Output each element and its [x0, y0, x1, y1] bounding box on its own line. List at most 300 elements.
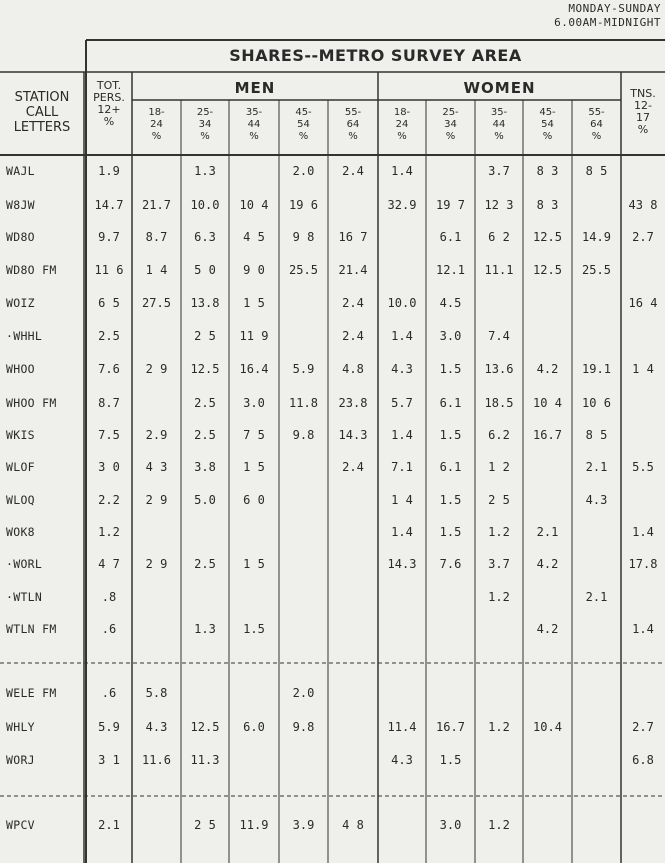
women-share-cell: 3.7 — [488, 164, 510, 178]
men-share-cell: 2 9 — [145, 557, 168, 571]
women-share-cell: 7.4 — [488, 329, 510, 343]
women-share-cell: 10 6 — [582, 396, 611, 410]
station-call-letters: WLOQ — [6, 493, 35, 507]
teens-share-cell: 16 4 — [628, 296, 658, 310]
men-share-cell: 4.8 — [342, 362, 364, 376]
men-share-cell: 21.4 — [338, 263, 368, 277]
men-share-cell: 3.9 — [292, 818, 315, 832]
age-header-line: 64 — [346, 119, 360, 130]
women-share-cell: 1.2 — [488, 590, 510, 604]
teens-share-cell — [621, 328, 665, 344]
station-call-letters: WORJ — [6, 753, 35, 767]
men-share-cell: 1.5 — [243, 622, 265, 636]
men-share-cell: 5.0 — [194, 493, 216, 507]
men-share-cell: 1.3 — [194, 164, 216, 178]
men-share-cell: 6.3 — [194, 230, 216, 244]
age-header-line: 44 — [247, 119, 261, 130]
age-header-line: 25- — [196, 107, 214, 118]
men-age-header — [328, 107, 378, 143]
women-share-cell — [523, 459, 572, 475]
age-header-line: 55- — [344, 107, 362, 118]
women-share-cell: 19 7 — [436, 198, 465, 212]
tot-header-line: TOT. — [96, 79, 122, 92]
men-share-cell — [181, 524, 229, 540]
women-share-cell: 4.2 — [536, 557, 559, 571]
total-persons-header — [86, 80, 132, 128]
women-share-cell: 12 3 — [484, 198, 514, 212]
women-group-header: WOMEN — [463, 79, 536, 97]
men-share-cell — [181, 685, 229, 701]
women-share-cell: 11.1 — [484, 263, 514, 277]
women-share-cell — [572, 524, 621, 540]
age-header-line: % — [591, 131, 602, 142]
age-header-line: 18- — [148, 107, 165, 118]
women-share-cell: 2 5 — [488, 493, 510, 507]
women-share-cell: 1.4 — [391, 525, 413, 539]
men-share-cell: 1 5 — [243, 296, 265, 310]
teens-share-cell: 1.4 — [632, 622, 654, 636]
men-share-cell — [328, 197, 378, 213]
men-share-cell: 2.4 — [342, 460, 364, 474]
women-share-cell — [572, 817, 621, 833]
women-share-cell — [572, 685, 621, 701]
men-share-cell: 8.7 — [145, 230, 168, 244]
men-share-cell: 23.8 — [338, 396, 368, 410]
women-share-cell: 25.5 — [582, 263, 611, 277]
women-age-header — [378, 107, 426, 143]
men-share-cell: 9 8 — [292, 230, 315, 244]
women-share-cell: 5.7 — [391, 396, 413, 410]
women-share-cell: 4.3 — [585, 493, 608, 507]
men-share-cell: 21.7 — [142, 198, 171, 212]
teens-share-cell: 1.4 — [632, 525, 654, 539]
women-share-cell — [378, 621, 426, 637]
women-share-cell: 4.2 — [536, 622, 559, 636]
women-share-cell: 1 2 — [488, 460, 510, 474]
men-share-cell: 2.0 — [292, 686, 315, 700]
women-age-header — [426, 107, 475, 143]
men-share-cell — [328, 556, 378, 572]
age-header-line: 34 — [198, 119, 212, 130]
men-share-cell: 27.5 — [142, 296, 171, 310]
age-header-line: 24 — [395, 119, 409, 130]
women-share-cell — [523, 817, 572, 833]
men-share-cell: 2 9 — [145, 362, 168, 376]
women-share-cell: 3.0 — [439, 329, 462, 343]
station-call-letters: WOK8 — [6, 525, 35, 539]
men-share-cell: 25.5 — [289, 263, 318, 277]
women-share-cell — [523, 589, 572, 605]
men-share-cell: 2 5 — [194, 818, 216, 832]
tns-header-line: TNS. — [630, 87, 656, 100]
men-share-cell — [279, 556, 328, 572]
women-share-cell — [378, 685, 426, 701]
men-share-cell — [132, 589, 181, 605]
station-call-letters: WHOO — [6, 362, 35, 376]
women-share-cell: 32.9 — [387, 198, 417, 212]
women-share-cell — [572, 719, 621, 735]
women-share-cell — [572, 295, 621, 311]
women-share-cell — [426, 589, 475, 605]
total-persons-cell: 4 7 — [98, 557, 120, 571]
women-share-cell: 8 3 — [536, 198, 559, 212]
men-share-cell: 4 8 — [342, 818, 364, 832]
men-share-cell: 2.5 — [194, 396, 216, 410]
men-share-cell: 2.5 — [194, 428, 216, 442]
women-share-cell — [572, 752, 621, 768]
total-persons-cell: 3 1 — [98, 753, 120, 767]
women-share-cell: 1.2 — [488, 525, 510, 539]
teens-share-cell — [621, 427, 665, 443]
total-persons-cell: 6 5 — [98, 296, 120, 310]
teens-share-cell: 17.8 — [628, 557, 658, 571]
men-share-cell — [181, 589, 229, 605]
men-age-header — [279, 107, 328, 143]
age-header-line: 18- — [393, 107, 411, 118]
women-share-cell: 1.5 — [439, 362, 462, 376]
men-share-cell — [279, 524, 328, 540]
teens-share-cell: 2.7 — [632, 720, 654, 734]
women-share-cell — [378, 262, 426, 278]
women-share-cell — [426, 621, 475, 637]
women-share-cell — [523, 295, 572, 311]
men-share-cell: 6.0 — [243, 720, 265, 734]
women-age-header — [475, 107, 523, 143]
women-share-cell: 1.5 — [439, 428, 462, 442]
age-header-line: % — [298, 131, 309, 142]
age-header-line: % — [445, 131, 456, 142]
total-persons-cell: .8 — [101, 590, 117, 604]
tns-header-line: 17 — [636, 111, 650, 124]
men-share-cell: 2.0 — [292, 164, 315, 178]
men-share-cell: 14.3 — [338, 428, 368, 442]
men-share-cell: 2.4 — [342, 296, 364, 310]
men-share-cell — [328, 524, 378, 540]
women-share-cell: 19.1 — [582, 362, 611, 376]
women-share-cell: 7.1 — [391, 460, 413, 474]
men-share-cell: 12.5 — [190, 720, 220, 734]
women-share-cell — [523, 492, 572, 508]
teens-share-cell: 5.5 — [632, 460, 654, 474]
men-share-cell: 16.4 — [239, 362, 269, 376]
women-share-cell — [378, 229, 426, 245]
total-persons-cell: 7.6 — [98, 362, 120, 376]
women-share-cell — [523, 685, 572, 701]
teens-share-cell: 1 4 — [632, 362, 654, 376]
women-share-cell: 3.0 — [439, 818, 462, 832]
men-share-cell — [229, 589, 279, 605]
men-share-cell — [229, 163, 279, 179]
station-call-letters: WELE FM — [6, 686, 57, 700]
age-header-line: 54 — [541, 119, 554, 130]
age-header-line: % — [348, 131, 358, 142]
age-header-line: 45- — [295, 107, 312, 118]
men-share-cell — [328, 621, 378, 637]
teens-share-cell — [621, 589, 665, 605]
teens-share-cell — [621, 685, 665, 701]
men-share-cell: 2.9 — [145, 428, 168, 442]
men-share-cell: 19 6 — [289, 198, 318, 212]
men-share-cell — [229, 752, 279, 768]
teens-share-cell: 2.7 — [632, 230, 654, 244]
men-share-cell — [132, 328, 181, 344]
men-share-cell: 7 5 — [243, 428, 265, 442]
women-share-cell: 16.7 — [436, 720, 465, 734]
age-header-line: 55- — [588, 107, 605, 118]
men-age-header — [132, 107, 181, 143]
tot-header-line: 12+ — [97, 103, 121, 116]
men-share-cell: 1.3 — [194, 622, 216, 636]
men-share-cell: 4 5 — [243, 230, 265, 244]
age-header-line: % — [249, 131, 259, 142]
men-share-cell: 11.3 — [190, 753, 220, 767]
women-share-cell: 1.5 — [439, 525, 462, 539]
tot-header-line: PERS. — [93, 91, 125, 104]
total-persons-cell: .6 — [101, 622, 117, 636]
women-share-cell: 2.1 — [585, 590, 608, 604]
men-share-cell — [279, 328, 328, 344]
women-share-cell — [378, 817, 426, 833]
table-title: SHARES--METRO SURVEY AREA — [229, 46, 522, 65]
tot-header-line: % — [103, 115, 115, 128]
men-share-cell: 11.6 — [142, 753, 171, 767]
women-share-cell: 1.2 — [488, 818, 510, 832]
station-call-letters: ·WHHL — [6, 329, 43, 343]
station-call-letters: WHLY — [6, 720, 35, 734]
men-share-cell: 3.0 — [243, 396, 265, 410]
men-share-cell: 2.5 — [194, 557, 216, 571]
men-share-cell: 3.8 — [194, 460, 216, 474]
total-persons-cell: 8.7 — [98, 396, 120, 410]
women-share-cell: 2.1 — [585, 460, 608, 474]
women-share-cell — [572, 197, 621, 213]
total-persons-cell: 1.2 — [98, 525, 120, 539]
women-share-cell — [378, 589, 426, 605]
women-share-cell: 1.5 — [439, 753, 462, 767]
station-call-letters: WHOO FM — [6, 396, 57, 410]
station-call-letters: WPCV — [6, 818, 35, 832]
men-share-cell — [328, 752, 378, 768]
age-header-line: 24 — [150, 119, 163, 130]
men-share-cell: 6 0 — [243, 493, 265, 507]
age-header-line: % — [200, 131, 210, 142]
men-share-cell — [132, 621, 181, 637]
women-share-cell: 6.1 — [439, 230, 462, 244]
station-call-letters: WD8O — [6, 230, 35, 244]
women-age-header — [572, 107, 621, 143]
men-group-header: MEN — [234, 79, 276, 97]
women-share-cell: 10 4 — [533, 396, 562, 410]
age-header-line: 35- — [490, 107, 508, 118]
total-persons-cell: 2.2 — [98, 493, 120, 507]
station-call-letters: WOIZ — [6, 296, 35, 310]
men-share-cell — [132, 163, 181, 179]
teens-share-cell — [621, 163, 665, 179]
men-share-cell: 13.8 — [190, 296, 220, 310]
men-share-cell — [279, 621, 328, 637]
men-share-cell: 9.8 — [292, 428, 315, 442]
men-share-cell: 1 5 — [243, 460, 265, 474]
women-share-cell: 4.5 — [439, 296, 462, 310]
women-share-cell — [475, 295, 523, 311]
men-share-cell: 5.8 — [145, 686, 168, 700]
women-share-cell: 6 2 — [488, 230, 510, 244]
teens-share-cell — [621, 395, 665, 411]
women-share-cell: 8 5 — [585, 428, 608, 442]
women-share-cell: 14.9 — [582, 230, 611, 244]
women-share-cell: 8 5 — [585, 164, 608, 178]
teens-header — [621, 88, 665, 136]
total-persons-cell: 2.1 — [98, 818, 120, 832]
men-share-cell — [279, 295, 328, 311]
women-share-cell: 1 4 — [391, 493, 413, 507]
women-share-cell: 1.4 — [391, 329, 413, 343]
age-header-line: 54 — [297, 119, 310, 130]
station-call-letters: WKIS — [6, 428, 35, 442]
tns-header-line: % — [637, 123, 649, 136]
women-share-cell: 7.6 — [439, 557, 462, 571]
age-header-line: % — [542, 131, 553, 142]
men-share-cell — [328, 685, 378, 701]
women-share-cell — [572, 621, 621, 637]
women-share-cell: 4.3 — [391, 362, 413, 376]
men-share-cell — [132, 524, 181, 540]
men-share-cell: 12.5 — [190, 362, 220, 376]
men-share-cell — [279, 492, 328, 508]
men-share-cell: 11 9 — [239, 329, 269, 343]
total-persons-cell: 1.9 — [98, 164, 120, 178]
men-share-cell: 2.4 — [342, 164, 364, 178]
women-share-cell — [572, 328, 621, 344]
women-share-cell — [426, 163, 475, 179]
women-share-cell: 14.3 — [387, 557, 417, 571]
women-share-cell: 18.5 — [484, 396, 514, 410]
women-share-cell — [475, 685, 523, 701]
women-share-cell: 12.5 — [533, 263, 562, 277]
station-call-letters: WD8O FM — [6, 263, 57, 277]
men-share-cell: 5.9 — [292, 362, 315, 376]
women-share-cell: 10.0 — [387, 296, 417, 310]
total-persons-cell: 7.5 — [98, 428, 120, 442]
men-share-cell: 16 7 — [338, 230, 368, 244]
men-share-cell — [132, 395, 181, 411]
women-share-cell: 1.5 — [439, 493, 462, 507]
total-persons-cell: 2.5 — [98, 329, 120, 343]
women-share-cell: 3.7 — [488, 557, 510, 571]
report-days: MONDAY-SUNDAY — [568, 2, 661, 15]
men-share-cell: 9.8 — [292, 720, 315, 734]
men-share-cell — [328, 589, 378, 605]
men-share-cell — [328, 492, 378, 508]
men-share-cell: 9 0 — [243, 263, 265, 277]
station-header-line: LETTERS — [13, 120, 71, 135]
age-header-line: 44 — [492, 119, 506, 130]
women-share-cell — [475, 621, 523, 637]
men-share-cell — [328, 719, 378, 735]
women-share-cell: 10.4 — [533, 720, 562, 734]
age-header-line: 34 — [444, 119, 457, 130]
station-call-letters: WAJL — [6, 164, 35, 178]
total-persons-cell: 9.7 — [98, 230, 120, 244]
men-share-cell — [132, 817, 181, 833]
women-share-cell — [523, 752, 572, 768]
men-share-cell: 2 9 — [145, 493, 168, 507]
men-share-cell — [229, 685, 279, 701]
men-share-cell — [279, 589, 328, 605]
women-share-cell: 4.2 — [536, 362, 559, 376]
age-header-line: 25- — [442, 107, 459, 118]
station-call-letters: ·WTLN — [6, 590, 43, 604]
women-share-cell: 6.1 — [439, 396, 462, 410]
age-header-line: % — [151, 131, 162, 142]
age-header-line: 64 — [590, 119, 603, 130]
total-persons-cell: .6 — [101, 686, 117, 700]
total-persons-cell: 14.7 — [94, 198, 124, 212]
men-share-cell: 2 5 — [194, 329, 216, 343]
women-share-cell — [475, 752, 523, 768]
women-share-cell: 6.1 — [439, 460, 462, 474]
women-share-cell: 16.7 — [533, 428, 562, 442]
age-header-line: % — [397, 131, 407, 142]
women-share-cell — [523, 328, 572, 344]
men-share-cell: 1 4 — [145, 263, 168, 277]
women-share-cell: 11.4 — [387, 720, 417, 734]
men-share-cell: 5 0 — [194, 263, 216, 277]
teens-share-cell — [621, 262, 665, 278]
women-share-cell: 2.1 — [536, 525, 559, 539]
teens-share-cell — [621, 817, 665, 833]
teens-share-cell — [621, 492, 665, 508]
men-share-cell — [279, 752, 328, 768]
men-share-cell — [229, 524, 279, 540]
men-share-cell: 2.4 — [342, 329, 364, 343]
total-persons-cell: 5.9 — [98, 720, 120, 734]
total-persons-cell: 3 0 — [98, 460, 120, 474]
men-share-cell — [279, 459, 328, 475]
station-call-letters: ·WORL — [6, 557, 43, 571]
station-call-letters: W8JW — [6, 198, 35, 212]
women-share-cell: 1.2 — [488, 720, 510, 734]
women-share-cell: 13.6 — [484, 362, 514, 376]
report-hours: 6.00AM-MIDNIGHT — [554, 16, 661, 29]
station-header-line: CALL — [25, 105, 59, 120]
women-share-cell: 12.5 — [533, 230, 562, 244]
men-share-cell: 4.3 — [145, 720, 168, 734]
men-share-cell: 10 4 — [239, 198, 269, 212]
station-call-letters: WLOF — [6, 460, 35, 474]
station-call-letters: WTLN FM — [6, 622, 57, 636]
station-column-header — [0, 90, 84, 135]
women-share-cell: 1.4 — [391, 164, 413, 178]
men-share-cell: 1 5 — [243, 557, 265, 571]
age-header-line: % — [494, 131, 504, 142]
women-share-cell — [426, 685, 475, 701]
women-share-cell: 4.3 — [391, 753, 413, 767]
men-share-cell: 10.0 — [190, 198, 220, 212]
women-share-cell: 8 3 — [536, 164, 559, 178]
men-age-header — [229, 107, 279, 143]
women-age-header — [523, 107, 572, 143]
men-share-cell: 11.8 — [289, 396, 318, 410]
total-persons-cell: 11 6 — [94, 263, 124, 277]
age-header-line: 35- — [245, 107, 263, 118]
women-share-cell: 1.4 — [391, 428, 413, 442]
station-header-line: STATION — [14, 90, 70, 105]
age-header-line: 45- — [539, 107, 556, 118]
men-share-cell: 4 3 — [145, 460, 168, 474]
women-share-cell: 6.2 — [488, 428, 510, 442]
women-share-cell — [572, 556, 621, 572]
